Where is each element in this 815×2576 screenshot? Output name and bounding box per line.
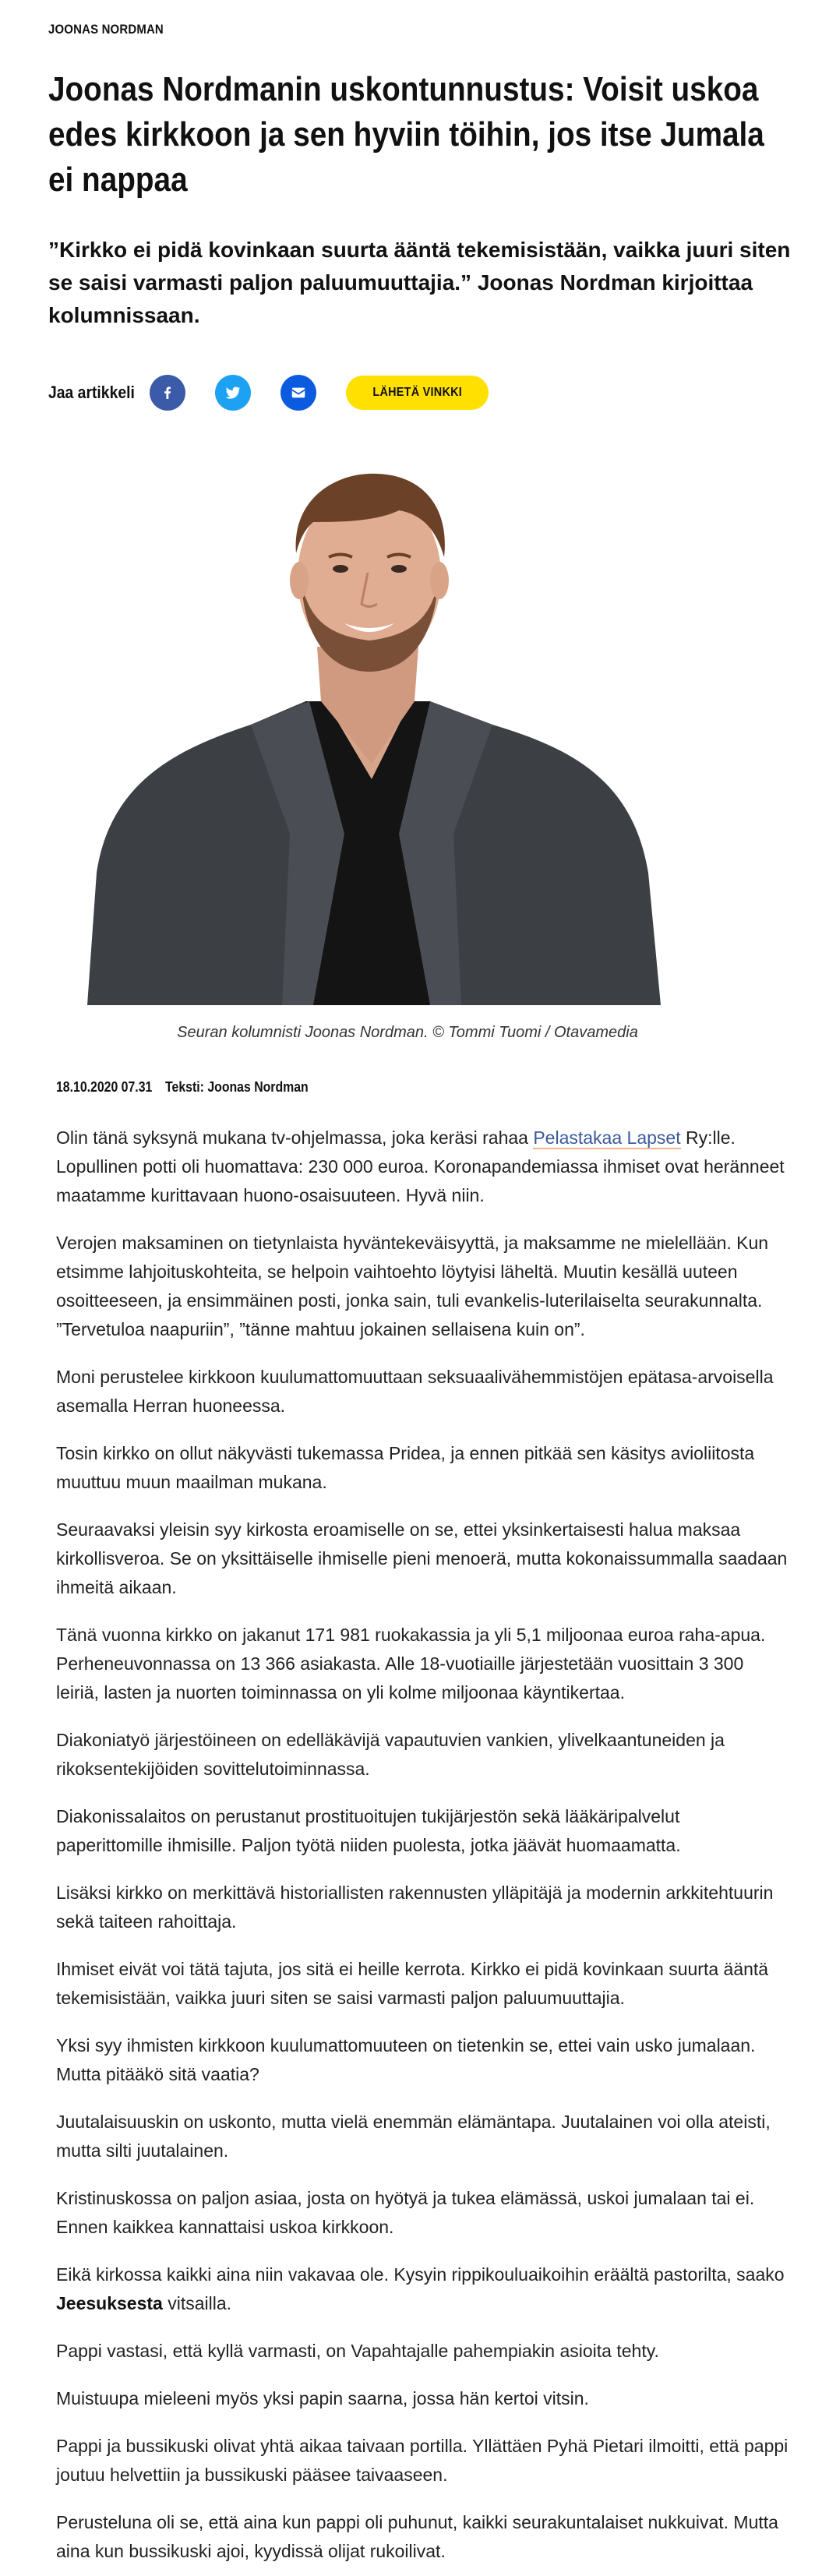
byline: Teksti: Joonas Nordman bbox=[165, 1079, 309, 1095]
send-tip-button[interactable] bbox=[346, 376, 489, 410]
twitter-icon bbox=[224, 384, 242, 401]
paragraph: Kristinuskossa on paljon asiaa, josta on hyötyä ja tukea elämässä, uskoi jumalaan tai ei. Ennen kaikkea kannattaisi uskoa kirkkoon. bbox=[56, 2188, 755, 2237]
paragraph: Seuraavaksi yleisin syy kirkosta eroamiselle on se, ettei yksinkertaisesti halua maksaa kirkollisveroa. Se on yksittäiselle ihmiselle pieni menoerä, mutta kokonaissummalla saadaan ihmeitä aikaan. bbox=[56, 1519, 788, 1597]
twitter-share-button[interactable] bbox=[215, 375, 251, 411]
paragraph bbox=[56, 2260, 789, 2318]
paragraph-text: Olin tänä syksynä mukana tv-ohjelmassa, joka keräsi rahaa bbox=[56, 1127, 534, 1148]
send-tip-label: LÄHETÄ VINKKI bbox=[372, 386, 463, 399]
paragraph: Diakonissalaitos on perustanut prostituoitujen tukijärjestön sekä lääkäripalvelut paperittomille ihmisille. Paljon työtä niiden puolesta, jotka jäävät huomaamatta. bbox=[56, 1806, 681, 1855]
paragraph bbox=[56, 1124, 789, 1210]
paragraph-text: vitsailla. bbox=[162, 2293, 232, 2313]
article-meta bbox=[56, 1079, 318, 1096]
mail-icon bbox=[290, 384, 307, 401]
facebook-share-button[interactable] bbox=[150, 375, 185, 411]
paragraph: Pappi ja bussikuski olivat yhtä aikaa taivaan portilla. Yllättäen Pyhä Pietari ilmoitti, että pappi joutuu helvettiin ja bussikuski pääsee taivaaseen. bbox=[56, 2436, 789, 2485]
photo-caption: Seuran kolumnisti Joonas Nordman. © Tommi Tuomi / Otavamedia bbox=[177, 1024, 638, 1041]
author-kicker[interactable]: JOONAS NORDMAN bbox=[48, 22, 164, 37]
paragraph: Diakoniatyö järjestöineen on edelläkävijä vapautuvien vankien, ylivelkaantuneiden ja rikoksentekijöiden sovittelutoiminnassa. bbox=[56, 1730, 725, 1779]
article-lead: ”Kirkko ei pidä kovinkaan suurta ääntä tekemisistään, vaikka juuri siten se saisi varmasti paljon paluumuuttajia.” Joonas Nordman kirjoittaa kolumnissaan. bbox=[48, 238, 791, 327]
author-portrait-image bbox=[87, 468, 661, 1005]
paragraph: Muistuupa mieleeni myös yksi papin saarna, jossa hän kertoi vitsin. bbox=[56, 2388, 589, 2408]
paragraph-text: Ry:lle. Lopullinen potti oli huomattava: 230 000 euroa. Koronapandemiassa ihmiset ovat heränneet maatamme kurittavaan huono-osaisuuteen. Hyvä niin. bbox=[56, 1127, 785, 1205]
article-body bbox=[56, 1124, 789, 2576]
paragraph: Ihmiset eivät voi tätä tajuta, jos sitä ei heille kerrota. Kirkko ei pidä kovinkaan suurta ääntä tekemisistään, vaikka juuri siten se saisi varmasti paljon paluumuuttajia. bbox=[56, 1959, 769, 2008]
facebook-icon bbox=[159, 384, 176, 401]
article-headline: Joonas Nordmanin uskontunnustus: Voisit uskoa edes kirkkoon ja sen hyviin töihin, jos itse Jumala ei nappaa bbox=[48, 70, 764, 199]
paragraph: Yksi syy ihmisten kirkkoon kuulumattomuuteen on tietenkin se, ettei vain usko jumalaan. Mutta pitääkö sitä vaatia? bbox=[56, 2035, 756, 2084]
paragraph: Tosin kirkko on ollut näkyvästi tukemassa Pridea, ja ennen pitkää sen käsitys avioliitosta muuttuu muun maailman mukana. bbox=[56, 1443, 755, 1492]
publish-date: 18.10.2020 07.31 bbox=[56, 1079, 153, 1095]
paragraph: Verojen maksaminen on tietynlaista hyväntekeväisyyttä, ja maksamme ne mielellään. Kun etsimme lahjoituskohteita, se helpoin vaihtoehto löytyisi läheltä. Muutin kesällä uuteen osoitteeseen, ja ensimmäinen posti, jonka sain, tuli evankelis-luterilaiselta seurakunnalta. ”Tervetuloa naapuriin”, ”tänne mahtuu jokainen sellaisena kuin on”. bbox=[56, 1233, 769, 1339]
paragraph: Pappi vastasi, että kyllä varmasti, on Vapahtajalle pahempiakin asioita tehty. bbox=[56, 2341, 659, 2361]
paragraph-text: Eikä kirkossa kaikki aina niin vakavaa ole. Kysyin rippikouluaikoihin eräältä pastorilta, saako bbox=[56, 2264, 785, 2285]
author-photo bbox=[87, 468, 661, 1005]
share-label: Jaa artikkeli bbox=[48, 383, 135, 402]
paragraph: Tänä vuonna kirkko on jakanut 171 981 ruokakassia ja yli 5,1 miljoonaa euroa raha-apua. Perheneuvonnassa on 13 366 asiakasta. Alle 18-vuotiaille järjestetään vuosittain 3 300 leiriä, lasten ja nuorten toiminnassa on yli kolme miljoonaa käyntikertaa. bbox=[56, 1625, 766, 1703]
paragraph: Juutalaisuuskin on uskonto, mutta vielä enemmän elämäntapa. Juutalainen voi olla ateisti, mutta silti juutalainen. bbox=[56, 2112, 771, 2161]
pelastakaa-lapset-link[interactable]: Pelastakaa Lapset bbox=[533, 1127, 681, 1148]
paragraph: Moni perustelee kirkkoon kuulumattomuuttaan seksuaalivähemmistöjen epätasa-arvoisella asemalla Herran huoneessa. bbox=[56, 1367, 774, 1416]
share-bar bbox=[48, 374, 489, 411]
mail-share-button[interactable] bbox=[280, 375, 316, 411]
paragraph: Lisäksi kirkko on merkittävä historiallisten rakennusten ylläpitäjä ja modernin arkkitehtuurin sekä taiteen rahoittaja. bbox=[56, 1883, 774, 1932]
paragraph: Perusteluna oli se, että aina kun pappi oli puhunut, kaikki seurakuntalaiset nukkuivat. Mutta aina kun bussikuski ajoi, kyydissä olijat rukoilivat. bbox=[56, 2512, 778, 2561]
bold-text: Jeesuksesta bbox=[56, 2293, 163, 2313]
